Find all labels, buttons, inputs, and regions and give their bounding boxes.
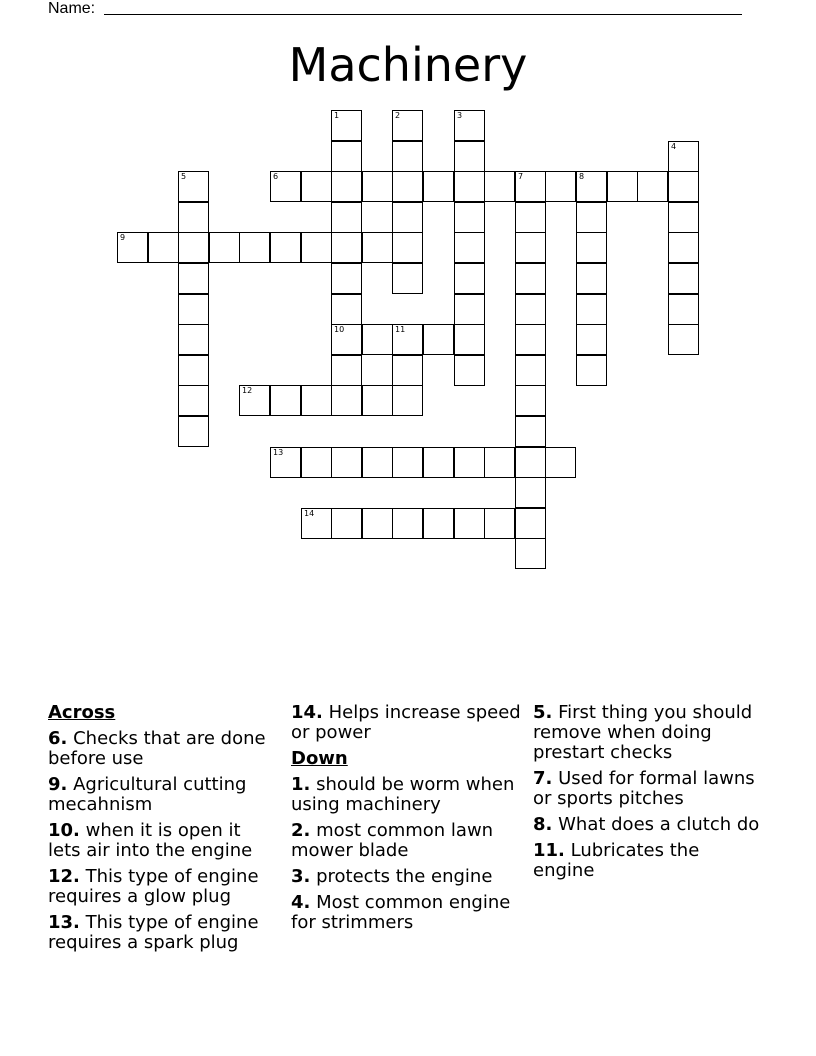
clue-across-14 xyxy=(291,703,521,743)
clues-column-2 xyxy=(291,703,521,939)
clue-text: protects the engine xyxy=(316,866,493,887)
grid-cell[interactable] xyxy=(515,232,546,263)
clues-column-1 xyxy=(48,703,278,959)
grid-cell[interactable] xyxy=(515,324,546,355)
grid-cell[interactable] xyxy=(301,171,332,202)
grid-cell[interactable] xyxy=(117,232,148,263)
grid-cell[interactable] xyxy=(454,294,485,325)
grid-cell[interactable] xyxy=(545,447,576,478)
grid-cell[interactable] xyxy=(515,508,546,539)
clue-down-3 xyxy=(291,867,521,887)
grid-cell[interactable] xyxy=(148,232,179,263)
grid-cell[interactable] xyxy=(454,171,485,202)
clue-across-13 xyxy=(48,913,278,953)
clue-text: Agricultural cutting mecahnism xyxy=(48,774,247,815)
clue-down-5 xyxy=(533,703,763,763)
down-heading: Down xyxy=(291,748,348,769)
clue-number: 9. xyxy=(48,774,68,795)
grid-cell[interactable] xyxy=(576,263,607,294)
clue-text: most common lawn mower blade xyxy=(291,820,494,861)
grid-cell[interactable] xyxy=(423,508,454,539)
grid-cell[interactable] xyxy=(178,385,209,416)
grid-cell[interactable] xyxy=(668,232,699,263)
across-heading: Across xyxy=(48,702,116,723)
clues-column-3 xyxy=(533,703,763,887)
grid-cell[interactable] xyxy=(270,171,301,202)
grid-cell[interactable] xyxy=(454,447,485,478)
grid-cell[interactable] xyxy=(178,416,209,447)
grid-cell[interactable] xyxy=(392,324,423,355)
clue-number: 4. xyxy=(291,892,311,913)
cell-number: 14 xyxy=(304,509,315,518)
grid-cell[interactable] xyxy=(331,202,362,233)
grid-cell[interactable] xyxy=(576,355,607,386)
cell-number: 13 xyxy=(273,448,284,457)
clue-text: Used for formal lawns or sports pitches xyxy=(533,768,755,809)
grid-cell[interactable] xyxy=(668,141,699,172)
grid-cell[interactable] xyxy=(484,171,515,202)
grid-cell[interactable] xyxy=(331,447,362,478)
grid-cell[interactable] xyxy=(454,324,485,355)
grid-cell[interactable] xyxy=(392,141,423,172)
grid-cell[interactable] xyxy=(454,355,485,386)
grid-cell[interactable] xyxy=(178,171,209,202)
grid-cell[interactable] xyxy=(515,355,546,386)
grid-cell[interactable] xyxy=(239,385,270,416)
clue-text: should be worm when using machinery xyxy=(291,774,515,815)
clue-down-1 xyxy=(291,775,521,815)
clue-number: 3. xyxy=(291,866,311,887)
cell-number: 7 xyxy=(518,172,524,181)
grid-cell[interactable] xyxy=(331,263,362,294)
clue-down-7 xyxy=(533,769,763,809)
grid-cell[interactable] xyxy=(515,538,546,569)
grid-cell[interactable] xyxy=(331,508,362,539)
grid-cell[interactable] xyxy=(270,447,301,478)
grid-cell[interactable] xyxy=(392,355,423,386)
clue-down-4 xyxy=(291,893,521,933)
cell-number: 1 xyxy=(334,111,340,120)
clue-text: Most common engine for strimmers xyxy=(291,892,511,933)
clue-text: First thing you should remove when doing prestart checks xyxy=(533,702,753,763)
grid-cell[interactable] xyxy=(392,171,423,202)
grid-cell[interactable] xyxy=(239,232,270,263)
cell-number: 11 xyxy=(395,325,406,334)
grid-cell[interactable] xyxy=(178,263,209,294)
grid-cell[interactable] xyxy=(301,385,332,416)
grid-cell[interactable] xyxy=(362,232,393,263)
grid-cell[interactable] xyxy=(331,232,362,263)
grid-cell[interactable] xyxy=(362,171,393,202)
grid-cell[interactable] xyxy=(392,110,423,141)
clue-down-8 xyxy=(533,815,763,835)
grid-cell[interactable] xyxy=(209,232,240,263)
clue-number: 10. xyxy=(48,820,80,841)
grid-cell[interactable] xyxy=(362,385,393,416)
clue-number: 11. xyxy=(533,840,565,861)
grid-cell[interactable] xyxy=(668,324,699,355)
grid-cell[interactable] xyxy=(331,324,362,355)
clue-number: 13. xyxy=(48,912,80,933)
grid-cell[interactable] xyxy=(362,508,393,539)
grid-cell[interactable] xyxy=(362,324,393,355)
clue-text: when it is open it lets air into the engine xyxy=(48,820,253,861)
grid-cell[interactable] xyxy=(515,416,546,447)
grid-cell[interactable] xyxy=(576,324,607,355)
grid-cell[interactable] xyxy=(454,202,485,233)
grid-cell[interactable] xyxy=(362,447,393,478)
clue-across-12 xyxy=(48,867,278,907)
grid-cell[interactable] xyxy=(454,141,485,172)
cell-number: 12 xyxy=(242,386,253,395)
grid-cell[interactable] xyxy=(576,232,607,263)
cell-number: 9 xyxy=(120,233,126,242)
grid-cell[interactable] xyxy=(576,171,607,202)
cell-number: 3 xyxy=(457,111,463,120)
clue-number: 14. xyxy=(291,702,323,723)
clue-text: What does a clutch do xyxy=(558,814,760,835)
cell-number: 6 xyxy=(273,172,279,181)
grid-cell[interactable] xyxy=(178,355,209,386)
clue-number: 8. xyxy=(533,814,553,835)
grid-cell[interactable] xyxy=(454,263,485,294)
clue-across-10 xyxy=(48,821,278,861)
grid-cell[interactable] xyxy=(178,324,209,355)
cell-number: 8 xyxy=(579,172,585,181)
clue-across-6 xyxy=(48,729,278,769)
grid-cell[interactable] xyxy=(668,294,699,325)
cell-number: 5 xyxy=(181,172,187,181)
grid-cell[interactable] xyxy=(331,294,362,325)
grid-cell[interactable] xyxy=(178,232,209,263)
name-label: Name: xyxy=(48,0,96,17)
grid-cell[interactable] xyxy=(515,477,546,508)
grid-cell[interactable] xyxy=(331,110,362,141)
grid-cell[interactable] xyxy=(515,385,546,416)
grid-cell[interactable] xyxy=(270,385,301,416)
grid-cell[interactable] xyxy=(668,171,699,202)
clue-number: 5. xyxy=(533,702,553,723)
grid-cell[interactable] xyxy=(515,447,546,478)
grid-cell[interactable] xyxy=(301,232,332,263)
clue-text: Checks that are done before use xyxy=(48,728,266,769)
grid-cell[interactable] xyxy=(607,171,638,202)
clue-across-9 xyxy=(48,775,278,815)
grid-cell[interactable] xyxy=(301,447,332,478)
grid-cell[interactable] xyxy=(392,263,423,294)
grid-cell[interactable] xyxy=(545,171,576,202)
grid-cell[interactable] xyxy=(423,171,454,202)
grid-cell[interactable] xyxy=(454,110,485,141)
grid-cell[interactable] xyxy=(423,324,454,355)
grid-cell[interactable] xyxy=(423,447,454,478)
clue-text: This type of engine requires a spark plug xyxy=(48,912,259,953)
clue-down-11 xyxy=(533,841,763,881)
grid-cell[interactable] xyxy=(668,202,699,233)
cell-number: 2 xyxy=(395,111,401,120)
grid-cell[interactable] xyxy=(392,385,423,416)
grid-cell[interactable] xyxy=(331,141,362,172)
grid-cell[interactable] xyxy=(331,171,362,202)
cell-number: 4 xyxy=(671,142,677,151)
grid-cell[interactable] xyxy=(515,171,546,202)
grid-cell[interactable] xyxy=(331,385,362,416)
grid-cell[interactable] xyxy=(668,263,699,294)
grid-cell[interactable] xyxy=(270,232,301,263)
clue-text: This type of engine requires a glow plug xyxy=(48,866,259,907)
grid-cell[interactable] xyxy=(454,508,485,539)
grid-cell[interactable] xyxy=(576,294,607,325)
grid-cell[interactable] xyxy=(331,355,362,386)
grid-cell[interactable] xyxy=(301,508,332,539)
grid-cell[interactable] xyxy=(576,202,607,233)
grid-cell[interactable] xyxy=(515,263,546,294)
clue-text: Lubricates the engine xyxy=(533,840,700,881)
grid-cell[interactable] xyxy=(454,232,485,263)
clue-number: 12. xyxy=(48,866,80,887)
grid-cell[interactable] xyxy=(484,447,515,478)
grid-cell[interactable] xyxy=(392,232,423,263)
grid-cell[interactable] xyxy=(515,202,546,233)
grid-cell[interactable] xyxy=(515,294,546,325)
grid-cell[interactable] xyxy=(392,202,423,233)
grid-cell[interactable] xyxy=(392,447,423,478)
grid-cell[interactable] xyxy=(637,171,668,202)
clue-down-2 xyxy=(291,821,521,861)
clue-text: Helps increase speed or power xyxy=(291,702,521,743)
clue-number: 1. xyxy=(291,774,311,795)
page-title: Machinery xyxy=(288,38,528,92)
clue-number: 7. xyxy=(533,768,553,789)
grid-cell[interactable] xyxy=(392,508,423,539)
grid-cell[interactable] xyxy=(484,508,515,539)
clue-number: 6. xyxy=(48,728,68,749)
clue-number: 2. xyxy=(291,820,311,841)
grid-cell[interactable] xyxy=(178,294,209,325)
cell-number: 10 xyxy=(334,325,345,334)
grid-cell[interactable] xyxy=(178,202,209,233)
